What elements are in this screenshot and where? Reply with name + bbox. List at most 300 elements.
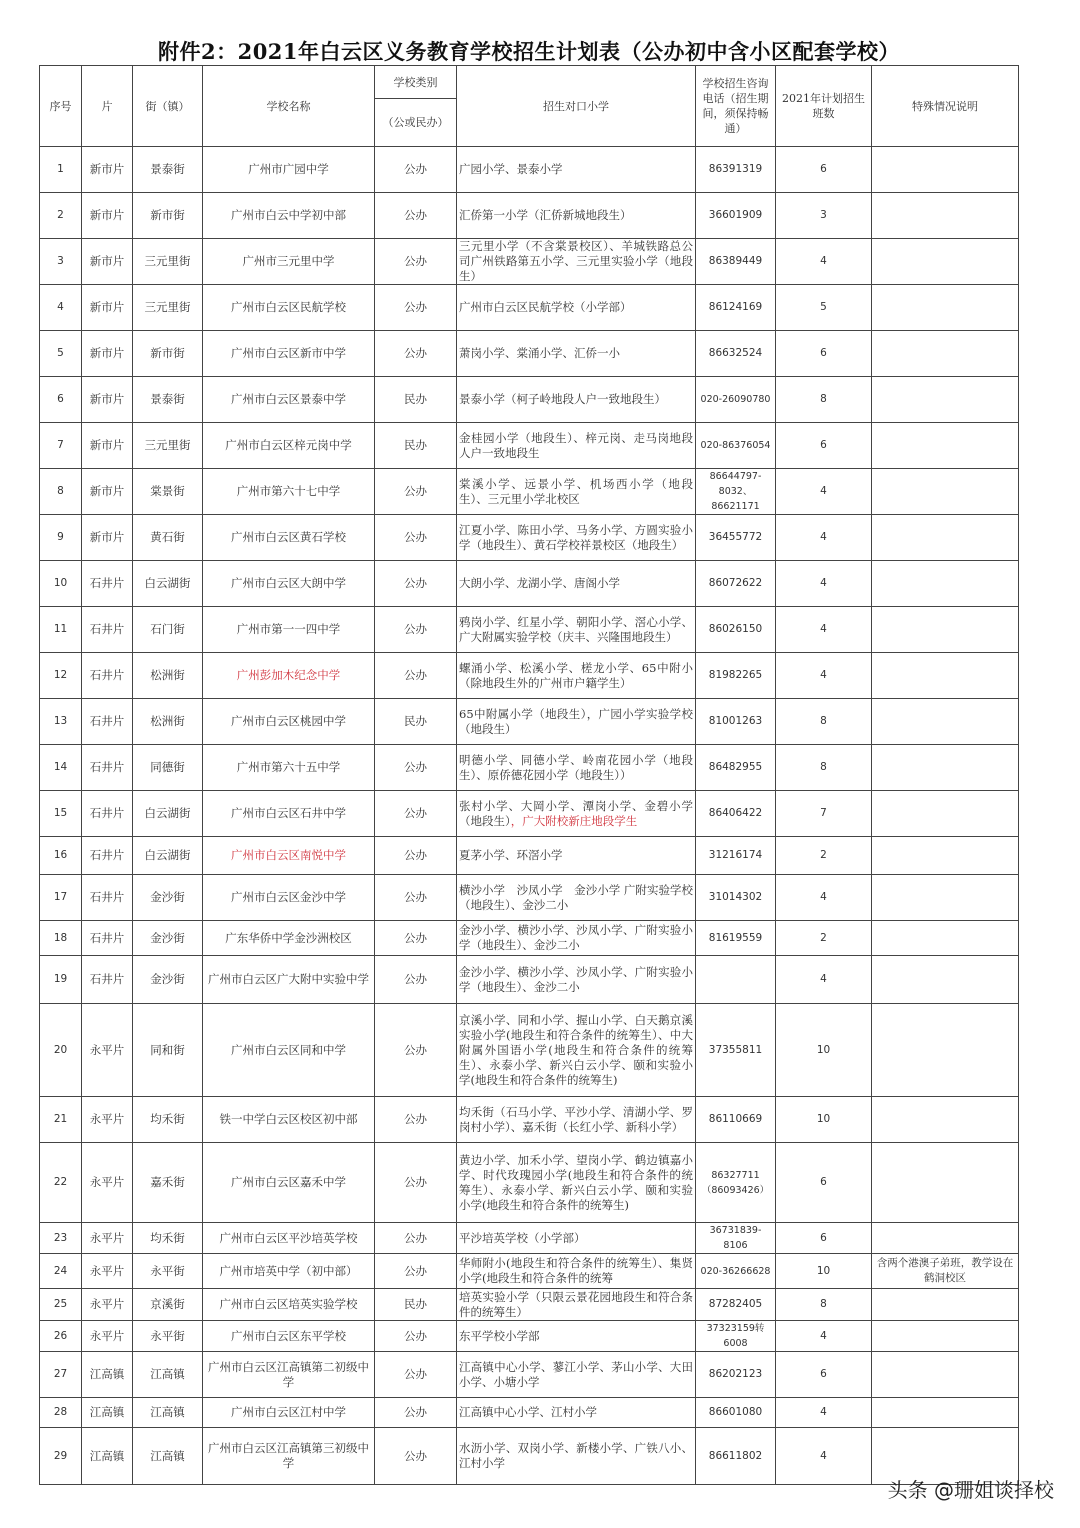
row-street: 白云湖街 bbox=[133, 561, 203, 607]
primary-text: 张村小学、大岡小学、潭岗小学、金碧小学（地段生） bbox=[459, 798, 693, 828]
row-school: 广州市白云区南悦中学 bbox=[203, 837, 375, 875]
row-area: 永平片 bbox=[82, 1004, 133, 1097]
row-seq: 23 bbox=[40, 1223, 82, 1254]
row-type: 公办 bbox=[375, 653, 457, 699]
table-row bbox=[40, 1223, 1019, 1254]
row-phone: 86389449 bbox=[696, 239, 776, 285]
row-seq: 17 bbox=[40, 875, 82, 921]
row-classes: 4 bbox=[776, 1321, 872, 1352]
row-primary: 明德小学、同德小学、岭南花园小学（地段生）、原侨德花园小学（地段生）） bbox=[457, 745, 696, 791]
row-type: 公办 bbox=[375, 921, 457, 956]
row-school: 广州市白云区金沙中学 bbox=[203, 875, 375, 921]
row-area: 永平片 bbox=[82, 1321, 133, 1352]
table-row bbox=[40, 561, 1019, 607]
header-notes: 特殊情况说明 bbox=[872, 66, 1019, 147]
row-school: 广州市白云区广大附中实验中学 bbox=[203, 956, 375, 1004]
row-primary: 汇侨第一小学（汇侨新城地段生） bbox=[457, 193, 696, 239]
row-seq: 27 bbox=[40, 1352, 82, 1398]
row-notes bbox=[872, 377, 1019, 423]
row-school: 广州市白云区梓元岗中学 bbox=[203, 423, 375, 469]
row-primary: 江高镇中心小学、江村小学 bbox=[457, 1398, 696, 1428]
row-classes: 10 bbox=[776, 1254, 872, 1289]
row-street: 江高镇 bbox=[133, 1398, 203, 1428]
row-area: 石井片 bbox=[82, 699, 133, 745]
row-school: 广州市培英中学（初中部） bbox=[203, 1254, 375, 1289]
row-type: 公办 bbox=[375, 147, 457, 193]
row-phone: 86632524 bbox=[696, 331, 776, 377]
row-classes: 3 bbox=[776, 193, 872, 239]
row-type: 公办 bbox=[375, 745, 457, 791]
row-street: 三元里街 bbox=[133, 423, 203, 469]
row-area: 江高镇 bbox=[82, 1428, 133, 1485]
row-primary: 江高镇中心小学、蓼江小学、茅山小学、大田小学、小塘小学 bbox=[457, 1352, 696, 1398]
row-type: 公办 bbox=[375, 469, 457, 515]
header-seq: 序号 bbox=[40, 66, 82, 147]
row-street: 景泰街 bbox=[133, 377, 203, 423]
row-phone: 31014302 bbox=[696, 875, 776, 921]
row-street: 松洲街 bbox=[133, 699, 203, 745]
row-notes bbox=[872, 1097, 1019, 1143]
header-category: 学校类别 bbox=[375, 66, 457, 99]
row-area: 江高镇 bbox=[82, 1352, 133, 1398]
row-school: 广州市白云区石井中学 bbox=[203, 791, 375, 837]
row-classes: 4 bbox=[776, 515, 872, 561]
row-school: 广州市第一一四中学 bbox=[203, 607, 375, 653]
row-notes bbox=[872, 921, 1019, 956]
row-type: 公办 bbox=[375, 331, 457, 377]
table-row bbox=[40, 239, 1019, 285]
row-primary: 培英实验小学（只限云景花园地段生和符合条件的统筹生） bbox=[457, 1289, 696, 1321]
row-street: 均禾街 bbox=[133, 1097, 203, 1143]
row-classes: 8 bbox=[776, 745, 872, 791]
row-seq: 25 bbox=[40, 1289, 82, 1321]
header-area: 片 bbox=[82, 66, 133, 147]
row-type: 公办 bbox=[375, 791, 457, 837]
row-phone: 86110669 bbox=[696, 1097, 776, 1143]
row-street: 均禾街 bbox=[133, 1223, 203, 1254]
row-phone: 36601909 bbox=[696, 193, 776, 239]
row-notes bbox=[872, 1352, 1019, 1398]
row-seq: 6 bbox=[40, 377, 82, 423]
row-school: 广州市白云区嘉禾中学 bbox=[203, 1143, 375, 1223]
row-phone: 86611802 bbox=[696, 1428, 776, 1485]
row-area: 新市片 bbox=[82, 285, 133, 331]
page-title: 附件2：2021年白云区义务教育学校招生计划表（公办初中含小区配套学校） bbox=[157, 39, 901, 64]
row-seq: 29 bbox=[40, 1428, 82, 1485]
row-street: 新市街 bbox=[133, 331, 203, 377]
row-seq: 8 bbox=[40, 469, 82, 515]
row-classes: 8 bbox=[776, 699, 872, 745]
table-row bbox=[40, 1428, 1019, 1485]
row-primary bbox=[457, 791, 696, 837]
row-primary: 棠溪小学、远景小学、机场西小学（地段生）、三元里小学北校区 bbox=[457, 469, 696, 515]
row-area: 永平片 bbox=[82, 1097, 133, 1143]
row-street: 京溪街 bbox=[133, 1289, 203, 1321]
table-row bbox=[40, 837, 1019, 875]
row-school: 广州市白云区培英实验学校 bbox=[203, 1289, 375, 1321]
row-school: 广州市白云区东平学校 bbox=[203, 1321, 375, 1352]
row-area: 永平片 bbox=[82, 1254, 133, 1289]
row-classes: 6 bbox=[776, 1143, 872, 1223]
row-seq: 2 bbox=[40, 193, 82, 239]
row-classes: 4 bbox=[776, 875, 872, 921]
row-classes: 7 bbox=[776, 791, 872, 837]
table-row bbox=[40, 1321, 1019, 1352]
row-classes: 6 bbox=[776, 423, 872, 469]
row-seq: 9 bbox=[40, 515, 82, 561]
row-classes: 4 bbox=[776, 1398, 872, 1428]
row-notes bbox=[872, 607, 1019, 653]
table-row bbox=[40, 515, 1019, 561]
row-notes bbox=[872, 469, 1019, 515]
row-classes: 4 bbox=[776, 956, 872, 1004]
row-primary: 广园小学、景泰小学 bbox=[457, 147, 696, 193]
row-notes bbox=[872, 1398, 1019, 1428]
row-classes: 6 bbox=[776, 1223, 872, 1254]
header-category-sub: （公或民办） bbox=[375, 99, 457, 147]
primary-highlight: ，广大附校新庄地段学生 bbox=[510, 813, 638, 828]
row-street: 金沙街 bbox=[133, 875, 203, 921]
row-street: 嘉禾街 bbox=[133, 1143, 203, 1223]
row-street: 白云湖街 bbox=[133, 791, 203, 837]
row-type: 公办 bbox=[375, 875, 457, 921]
row-notes bbox=[872, 147, 1019, 193]
row-phone: 86601080 bbox=[696, 1398, 776, 1428]
row-type: 公办 bbox=[375, 285, 457, 331]
row-school: 广州市白云区景泰中学 bbox=[203, 377, 375, 423]
table-row bbox=[40, 1289, 1019, 1321]
row-primary: 金沙小学、横沙小学、沙凤小学、广附实验小学（地段生）、金沙二小 bbox=[457, 921, 696, 956]
row-area: 石井片 bbox=[82, 956, 133, 1004]
row-street: 新市街 bbox=[133, 193, 203, 239]
header-school: 学校名称 bbox=[203, 66, 375, 147]
row-primary: 黄边小学、加禾小学、望岗小学、鹤边镇嘉小学、时代玫瑰园小学(地段生和符合条件的统筹生）、永泰小学、新兴白云小学、颐和实验小学(地段生和符合条件的统筹生) bbox=[457, 1143, 696, 1223]
row-area: 永平片 bbox=[82, 1223, 133, 1254]
table-row bbox=[40, 745, 1019, 791]
table-row bbox=[40, 607, 1019, 653]
row-phone: 020-26090780 bbox=[696, 377, 776, 423]
row-type: 公办 bbox=[375, 607, 457, 653]
row-phone: 81982265 bbox=[696, 653, 776, 699]
row-type: 民办 bbox=[375, 1289, 457, 1321]
row-area: 新市片 bbox=[82, 423, 133, 469]
row-phone: 86482955 bbox=[696, 745, 776, 791]
row-seq: 14 bbox=[40, 745, 82, 791]
row-school: 广州市白云区大朗中学 bbox=[203, 561, 375, 607]
row-seq: 19 bbox=[40, 956, 82, 1004]
row-notes bbox=[872, 561, 1019, 607]
row-primary: 夏茅小学、环滘小学 bbox=[457, 837, 696, 875]
row-phone: 37355811 bbox=[696, 1004, 776, 1097]
row-notes bbox=[872, 745, 1019, 791]
row-type: 公办 bbox=[375, 1398, 457, 1428]
table-row bbox=[40, 469, 1019, 515]
row-area: 石井片 bbox=[82, 745, 133, 791]
row-phone: 86406422 bbox=[696, 791, 776, 837]
row-seq: 12 bbox=[40, 653, 82, 699]
row-notes bbox=[872, 331, 1019, 377]
row-area: 江高镇 bbox=[82, 1398, 133, 1428]
table-row bbox=[40, 193, 1019, 239]
row-primary: 65中附属小学（地段生），广园小学实验学校（地段生） bbox=[457, 699, 696, 745]
row-street: 石门街 bbox=[133, 607, 203, 653]
row-primary: 螺涌小学、松溪小学、槎龙小学、65中附小（除地段生外的广州市户籍学生） bbox=[457, 653, 696, 699]
row-type: 公办 bbox=[375, 515, 457, 561]
row-phone bbox=[696, 956, 776, 1004]
row-street: 同德街 bbox=[133, 745, 203, 791]
row-notes bbox=[872, 1321, 1019, 1352]
row-primary: 华师附小(地段生和符合条件的统筹生）、集贤小学(地段生和符合条件的统筹 bbox=[457, 1254, 696, 1289]
row-primary: 东平学校小学部 bbox=[457, 1321, 696, 1352]
table-row bbox=[40, 285, 1019, 331]
row-primary: 江夏小学、陈田小学、马务小学、方圆实验小学（地段生）、黄石学校祥景校区（地段生） bbox=[457, 515, 696, 561]
row-school: 广州市白云区民航学校 bbox=[203, 285, 375, 331]
row-classes: 6 bbox=[776, 1352, 872, 1398]
row-classes: 8 bbox=[776, 377, 872, 423]
row-classes: 2 bbox=[776, 837, 872, 875]
row-type: 公办 bbox=[375, 1321, 457, 1352]
row-primary: 平沙培英学校（小学部） bbox=[457, 1223, 696, 1254]
table-row bbox=[40, 699, 1019, 745]
row-primary: 景泰小学（柯子岭地段人户一致地段生） bbox=[457, 377, 696, 423]
row-street: 永平街 bbox=[133, 1321, 203, 1352]
table-row bbox=[40, 331, 1019, 377]
row-school: 铁一中学白云区校区初中部 bbox=[203, 1097, 375, 1143]
row-type: 公办 bbox=[375, 956, 457, 1004]
row-seq: 18 bbox=[40, 921, 82, 956]
row-phone: 36731839-8106 bbox=[696, 1223, 776, 1254]
row-area: 石井片 bbox=[82, 791, 133, 837]
row-area: 新市片 bbox=[82, 239, 133, 285]
row-area: 新市片 bbox=[82, 377, 133, 423]
row-notes bbox=[872, 1004, 1019, 1097]
row-classes: 4 bbox=[776, 607, 872, 653]
row-area: 新市片 bbox=[82, 515, 133, 561]
header-classes: 2021年计划招生班数 bbox=[776, 66, 872, 147]
row-phone: 36455772 bbox=[696, 515, 776, 561]
table-row bbox=[40, 1398, 1019, 1428]
row-seq: 16 bbox=[40, 837, 82, 875]
row-area: 新市片 bbox=[82, 331, 133, 377]
row-seq: 5 bbox=[40, 331, 82, 377]
table-row bbox=[40, 1254, 1019, 1289]
row-seq: 7 bbox=[40, 423, 82, 469]
row-notes bbox=[872, 653, 1019, 699]
row-street: 三元里街 bbox=[133, 285, 203, 331]
row-seq: 4 bbox=[40, 285, 82, 331]
row-type: 公办 bbox=[375, 1223, 457, 1254]
row-notes bbox=[872, 791, 1019, 837]
row-area: 石井片 bbox=[82, 921, 133, 956]
row-street: 江高镇 bbox=[133, 1428, 203, 1485]
row-area: 石井片 bbox=[82, 837, 133, 875]
row-phone: 020-86376054 bbox=[696, 423, 776, 469]
row-area: 石井片 bbox=[82, 561, 133, 607]
row-type: 公办 bbox=[375, 193, 457, 239]
row-school: 广州市三元里中学 bbox=[203, 239, 375, 285]
row-notes bbox=[872, 423, 1019, 469]
row-street: 江高镇 bbox=[133, 1352, 203, 1398]
row-school: 广州市白云区江高镇第二初级中学 bbox=[203, 1352, 375, 1398]
row-seq: 3 bbox=[40, 239, 82, 285]
row-area: 永平片 bbox=[82, 1143, 133, 1223]
row-phone: 86202123 bbox=[696, 1352, 776, 1398]
row-phone: 81619559 bbox=[696, 921, 776, 956]
row-phone: 81001263 bbox=[696, 699, 776, 745]
row-school: 广州彭加木纪念中学 bbox=[203, 653, 375, 699]
row-primary: 广州市白云区民航学校（小学部） bbox=[457, 285, 696, 331]
row-school: 广州市白云区桃园中学 bbox=[203, 699, 375, 745]
row-notes bbox=[872, 285, 1019, 331]
row-school: 广州市白云区黄石学校 bbox=[203, 515, 375, 561]
row-school: 广州市广园中学 bbox=[203, 147, 375, 193]
row-classes: 2 bbox=[776, 921, 872, 956]
row-area: 石井片 bbox=[82, 607, 133, 653]
row-seq: 10 bbox=[40, 561, 82, 607]
row-seq: 20 bbox=[40, 1004, 82, 1097]
table-row bbox=[40, 1097, 1019, 1143]
watermark-text: 头条 @珊姐谈择校 bbox=[887, 1478, 1054, 1502]
row-phone: 86026150 bbox=[696, 607, 776, 653]
row-street: 棠景街 bbox=[133, 469, 203, 515]
row-primary: 鸦岗小学、红星小学、朝阳小学、滘心小学、广大附属实验学校（庆丰、兴隆围地段生） bbox=[457, 607, 696, 653]
table-row bbox=[40, 791, 1019, 837]
row-notes bbox=[872, 239, 1019, 285]
row-area: 石井片 bbox=[82, 875, 133, 921]
row-school: 广州市第六十五中学 bbox=[203, 745, 375, 791]
row-primary: 京溪小学、同和小学、握山小学、白天鹅京溪实验小学(地段生和符合条件的统筹生）、中大附属外国语小学(地段生和符合条件的统筹生）、永泰小学、新兴白云小学、颐和实验小学(地段生和符合条件的统筹生) bbox=[457, 1004, 696, 1097]
row-phone: 87282405 bbox=[696, 1289, 776, 1321]
row-type: 公办 bbox=[375, 837, 457, 875]
row-street: 金沙街 bbox=[133, 956, 203, 1004]
table-body bbox=[40, 147, 1019, 1485]
row-primary: 金沙小学、横沙小学、沙凤小学、广附实验小学（地段生）、金沙二小 bbox=[457, 956, 696, 1004]
row-seq: 11 bbox=[40, 607, 82, 653]
table-row bbox=[40, 921, 1019, 956]
row-school: 广州市第六十七中学 bbox=[203, 469, 375, 515]
row-classes: 6 bbox=[776, 147, 872, 193]
row-type: 公办 bbox=[375, 1254, 457, 1289]
row-notes bbox=[872, 699, 1019, 745]
table-row bbox=[40, 1352, 1019, 1398]
row-school: 广州市白云区江高镇第三初级中学 bbox=[203, 1428, 375, 1485]
row-seq: 24 bbox=[40, 1254, 82, 1289]
header-primary: 招生对口小学 bbox=[457, 66, 696, 147]
row-classes: 10 bbox=[776, 1097, 872, 1143]
table-row bbox=[40, 875, 1019, 921]
row-primary: 横沙小学 沙凤小学 金沙小学 广附实验学校（地段生）、金沙二小 bbox=[457, 875, 696, 921]
row-school: 广州市白云区平沙培英学校 bbox=[203, 1223, 375, 1254]
header-phone: 学校招生咨询电话（招生期间，须保持畅通） bbox=[696, 66, 776, 147]
row-classes: 10 bbox=[776, 1004, 872, 1097]
row-classes: 4 bbox=[776, 653, 872, 699]
row-area: 新市片 bbox=[82, 469, 133, 515]
watermark bbox=[888, 1474, 1054, 1503]
row-phone: 86327711（86093426） bbox=[696, 1143, 776, 1223]
row-street: 白云湖街 bbox=[133, 837, 203, 875]
row-notes bbox=[872, 1143, 1019, 1223]
row-area: 新市片 bbox=[82, 193, 133, 239]
row-street: 三元里街 bbox=[133, 239, 203, 285]
row-phone: 86391319 bbox=[696, 147, 776, 193]
row-street: 金沙街 bbox=[133, 921, 203, 956]
row-street: 松洲街 bbox=[133, 653, 203, 699]
row-type: 民办 bbox=[375, 699, 457, 745]
row-phone: 86644797-8032、86621171 bbox=[696, 469, 776, 515]
row-notes bbox=[872, 515, 1019, 561]
row-type: 公办 bbox=[375, 1004, 457, 1097]
table-row bbox=[40, 423, 1019, 469]
row-primary: 三元里小学（不含棠景校区）、羊城铁路总公司广州铁路第五小学、三元里实验小学（地段生） bbox=[457, 239, 696, 285]
row-type: 民办 bbox=[375, 423, 457, 469]
row-primary: 水沥小学、双岗小学、新楼小学、广铁八小、江村小学 bbox=[457, 1428, 696, 1485]
row-seq: 15 bbox=[40, 791, 82, 837]
row-area: 新市片 bbox=[82, 147, 133, 193]
row-notes bbox=[872, 193, 1019, 239]
row-seq: 21 bbox=[40, 1097, 82, 1143]
row-type: 公办 bbox=[375, 561, 457, 607]
row-school: 广州市白云区新市中学 bbox=[203, 331, 375, 377]
row-school: 广州市白云区同和中学 bbox=[203, 1004, 375, 1097]
row-seq: 28 bbox=[40, 1398, 82, 1428]
row-type: 民办 bbox=[375, 377, 457, 423]
table-row bbox=[40, 653, 1019, 699]
table-row bbox=[40, 147, 1019, 193]
row-street: 景泰街 bbox=[133, 147, 203, 193]
header-street: 街（镇） bbox=[133, 66, 203, 147]
row-primary: 金桂园小学（地段生）、梓元岗、走马岗地段人户一致地段生 bbox=[457, 423, 696, 469]
row-primary: 均禾街（石马小学、平沙小学、清湖小学、罗岗村小学）、嘉禾街（长红小学、新科小学） bbox=[457, 1097, 696, 1143]
row-phone: 37323159转6008 bbox=[696, 1321, 776, 1352]
row-classes: 5 bbox=[776, 285, 872, 331]
row-seq: 26 bbox=[40, 1321, 82, 1352]
row-phone: 31216174 bbox=[696, 837, 776, 875]
row-classes: 8 bbox=[776, 1289, 872, 1321]
row-notes bbox=[872, 956, 1019, 1004]
row-classes: 4 bbox=[776, 239, 872, 285]
table-row bbox=[40, 377, 1019, 423]
row-street: 同和街 bbox=[133, 1004, 203, 1097]
row-primary: 大朗小学、龙湖小学、唐阁小学 bbox=[457, 561, 696, 607]
row-type: 公办 bbox=[375, 1352, 457, 1398]
row-classes: 4 bbox=[776, 1428, 872, 1485]
row-phone: 020-36266628 bbox=[696, 1254, 776, 1289]
row-school: 广州市白云区江村中学 bbox=[203, 1398, 375, 1428]
row-notes bbox=[872, 837, 1019, 875]
row-phone: 86124169 bbox=[696, 285, 776, 331]
row-notes bbox=[872, 1289, 1019, 1321]
table-row bbox=[40, 1004, 1019, 1097]
row-type: 公办 bbox=[375, 1428, 457, 1485]
row-type: 公办 bbox=[375, 1097, 457, 1143]
row-notes: 含两个港澳子弟班，教学设在鹤洞校区 bbox=[872, 1254, 1019, 1289]
row-school: 广东华侨中学金沙洲校区 bbox=[203, 921, 375, 956]
row-primary: 萧岗小学、棠涌小学、汇侨一小 bbox=[457, 331, 696, 377]
row-street: 黄石街 bbox=[133, 515, 203, 561]
table-row bbox=[40, 1143, 1019, 1223]
row-seq: 1 bbox=[40, 147, 82, 193]
row-phone: 86072622 bbox=[696, 561, 776, 607]
table-row bbox=[40, 956, 1019, 1004]
row-street: 永平街 bbox=[133, 1254, 203, 1289]
row-school: 广州市白云中学初中部 bbox=[203, 193, 375, 239]
row-classes: 6 bbox=[776, 331, 872, 377]
enrollment-table bbox=[39, 65, 1019, 1485]
row-type: 公办 bbox=[375, 1143, 457, 1223]
row-classes: 4 bbox=[776, 561, 872, 607]
row-area: 永平片 bbox=[82, 1289, 133, 1321]
row-seq: 22 bbox=[40, 1143, 82, 1223]
